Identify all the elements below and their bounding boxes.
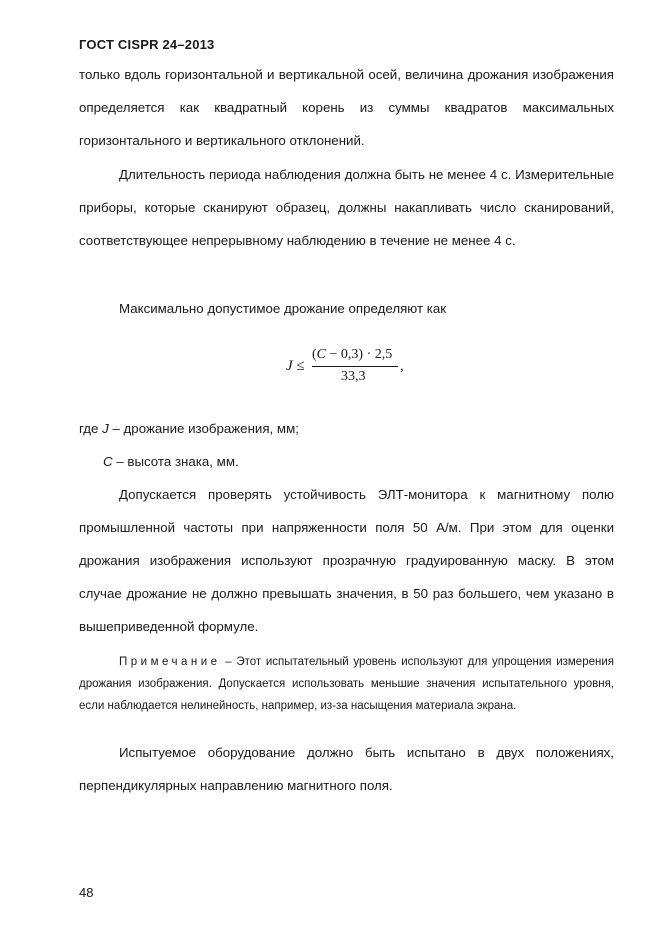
paragraph-max-jitter-intro: Максимально допустимое дрожание определяют как — [119, 301, 447, 316]
note-label: Примечание — [119, 656, 221, 668]
document-header: ГОСТ CISPR 24–2013 — [79, 37, 215, 52]
paragraph-magnetic-field-test: Допускается проверять устойчивость ЭЛТ-монитора к магнитному полю промышленной частоты при напряженности поля 50 А/м. При этом для оценки дрожания изображения используют прозрачную градуированную маску. В этом случае дрожание не должно превышать значения, в 50 раз большего, чем указано в вышеприведенной формуле. — [79, 487, 614, 634]
note-block — [79, 651, 614, 717]
formula-lhs: J ≤ — [286, 358, 305, 374]
paragraph-jitter-definition: только вдоль горизонтальной и вертикальной осей, величина дрожания изображения определяется как квадратный корень из суммы квадратов максимальных горизонтального и вертикального отклонений. — [79, 67, 614, 148]
paragraph-observation-period: Длительность периода наблюдения должна быть не менее 4 с. Измерительные приборы, которые сканируют образец, должны накапливать число сканирований, соответствующее непрерывному наблюдению в течение не менее 4 с. — [79, 167, 614, 248]
paragraph-test-positions: Испытуемое оборудование должно быть испытано в двух положениях, перпендикулярных направлению магнитного поля. — [79, 745, 614, 793]
fraction-bar — [312, 366, 398, 367]
where-c-definition: C – высота знака, мм. — [103, 454, 239, 469]
formula-comma: , — [400, 358, 404, 374]
note-text: – Этот испытательный уровень используют для упрощения измерения дрожания изображения. Допускается использовать меньшие значения испытательного уровня, если наблюдается нелинейность, например, из-за насыщения материала экрана. — [79, 656, 614, 712]
formula-denominator: 33,3 — [341, 369, 366, 384]
formula-var-c: C — [316, 347, 327, 362]
page-number: 48 — [79, 885, 94, 900]
formula-numerator: (C − 0,3) · 2,5 — [312, 347, 393, 362]
where-j-definition: где J – дрожание изображения, мм; — [79, 421, 299, 436]
